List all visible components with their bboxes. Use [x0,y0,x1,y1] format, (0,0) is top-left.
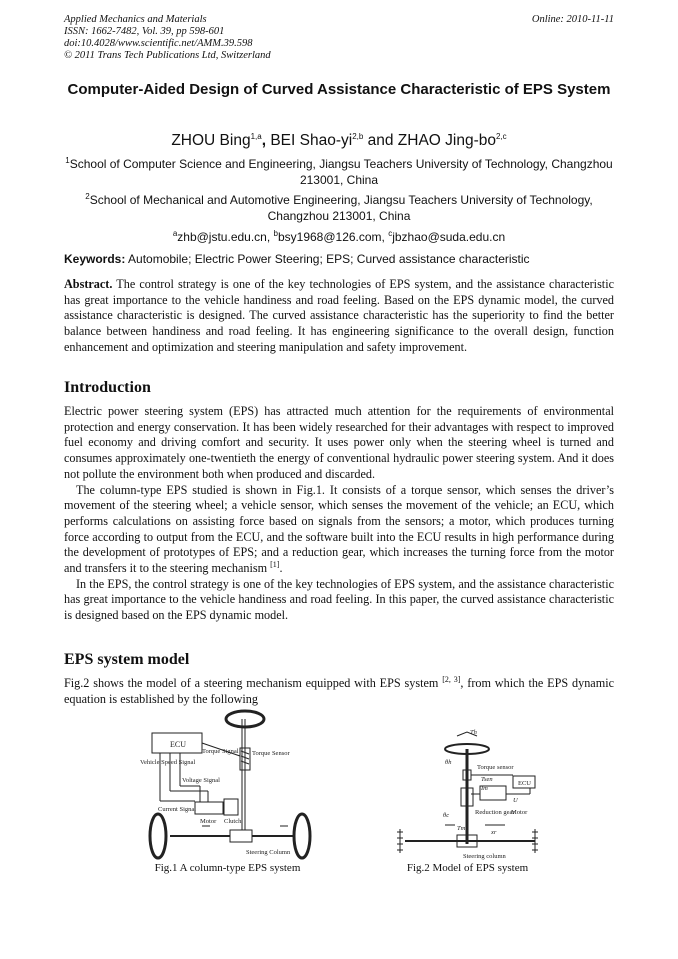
fig2-theta-h: θh [445,759,452,766]
fig1-ecu: ECU [170,740,186,749]
fig2-u: U [513,797,518,804]
fig1-vehicle-speed: Vehicle Speed Signal [140,759,196,766]
keywords: Keywords: Automobile; Electric Power Steering; EPS; Curved assistance characteristic [64,252,530,266]
author-3: ZHAO Jing-bo [397,132,496,149]
figure-1-diagram [140,706,315,861]
author-2: BEI Shao-yi [270,132,353,149]
fig2-th: Th [470,729,477,736]
fig2-tsen: Tsen [481,776,493,783]
journal-name: Applied Mechanics and Materials [64,14,207,25]
model-body: Fig.2 shows the model of a steering mechanism equipped with EPS system [2, 3], from which the EPS dynamic equation is established by the following [64,674,614,706]
fig2-steering-column: Steering column [463,853,506,860]
fig2-ecu: ECU [518,780,531,787]
abstract: Abstract. The control strategy is one of the key technologies of EPS system, and the assistance characteristic has great importance to the vehicle handiness and road feeling. Based on the EPS dynamic model, the curved assistance characteristic is designed. The curved assistance characteristic has the superiority to find the better balance between handiness and road feeling. It has engineering significance to the overall design, function enhancement and optimization and steering manipulation and safety improvement. [64,277,614,354]
fig2-theta-c: θc [443,812,450,819]
emails: $^a$zhb@jstu.edu.cn, $^b$bsy1968@126.com, $^c$jbzhao@suda.edu.cn [172,229,506,244]
fig1-voltage-signal: Voltage Signal [182,777,220,784]
intro-paragraph-1: Electric power steering system (EPS) has attracted much attention for the requirements of environmental protection and energy conservation. It has been widely researched for their advantages with respect to improved fuel economy and driving comfort and security. It uses power only when the steering wheel is turned and consumes approximately one-twentieth the energy of conventional hydraulic power steering system. And it does not pollute the environment both when produced and discarded. [64,404,614,481]
doi: doi:10.4028/www.scientific.net/AMM.39.598 [64,38,253,49]
author-list: ZHOU Bing$^{1,a}$, BEI Shao-yi$^{2,b}$ and ZHAO Jing-bo$^{2,c}$ [171,131,507,149]
fig2-tm: Tm [457,825,466,832]
intro-paragraph-2: The column-type EPS studied is shown in Fig.1. It consists of a torque sensor, which senses the driver’s movement of the steering wheel; a vehicle sensor, which senses the movement of the vehicle; an ECU, which performs calculations on assisting force based on signals from the sensors; a motor, which produces turning force according to output from the ECU, and the software built into the ECU results in high performance during the development of prototypes of EPS; and a reduction gear, which increases the turning force from the motor and transfers it to the steering mechanism [1]. [64,482,614,576]
fig1-torque-sensor: Torque Sensor [252,750,290,757]
fig2-reduction-gear: Reduction gear [475,809,515,816]
affiliation-1: $^1$School of Computer Science and Engineering, Jiangsu Teachers University of Technology, Changzhou 213001, China [65,156,613,187]
fig1-steering-column: Steering Column [246,849,291,856]
fig1-clutch: Clutch [224,818,242,825]
online-date: Online: 2010-11-11 [531,14,614,25]
issn: ISSN: 1662-7482, Vol. 39, pp 598-601 [64,26,225,37]
fig1-current-signal: Current Signal [158,806,197,813]
introduction-body [64,404,614,624]
figure-2-caption: Fig.2 Model of EPS system [406,862,529,874]
paper-title: Computer-Aided Design of Curved Assistance Characteristic of EPS System [67,81,611,98]
intro-paragraph-3: In the EPS, the control strategy is one of the key technologies of EPS system, and the assistance characteristic has great importance to the vehicle handiness and road feeling. In this paper, the curved assistance characteristic is designed based on the EPS dynamic model. [64,576,614,623]
fig2-im: Im [481,785,488,792]
fig2-xr: xr [491,829,497,836]
fig1-motor: Motor [200,818,217,825]
copyright: © 2011 Trans Tech Publications Ltd, Switzerland [64,50,271,61]
section-introduction: Introduction [64,379,151,396]
section-eps-model: EPS system model [64,651,190,668]
figure-2-diagram [385,724,550,862]
author-1: ZHOU Bing [171,132,251,149]
figure-1-caption: Fig.1 A column-type EPS system [154,862,301,874]
affiliation-2: $^2$School of Mechanical and Automotive Engineering, Jiangsu Teachers University of Technology, Changzhou 213001, China [85,192,593,223]
fig1-torque-signal: Torque Signal [202,748,239,755]
fig2-motor: Motor [511,809,528,816]
fig2-torque-sensor: Torque sensor [477,764,514,771]
